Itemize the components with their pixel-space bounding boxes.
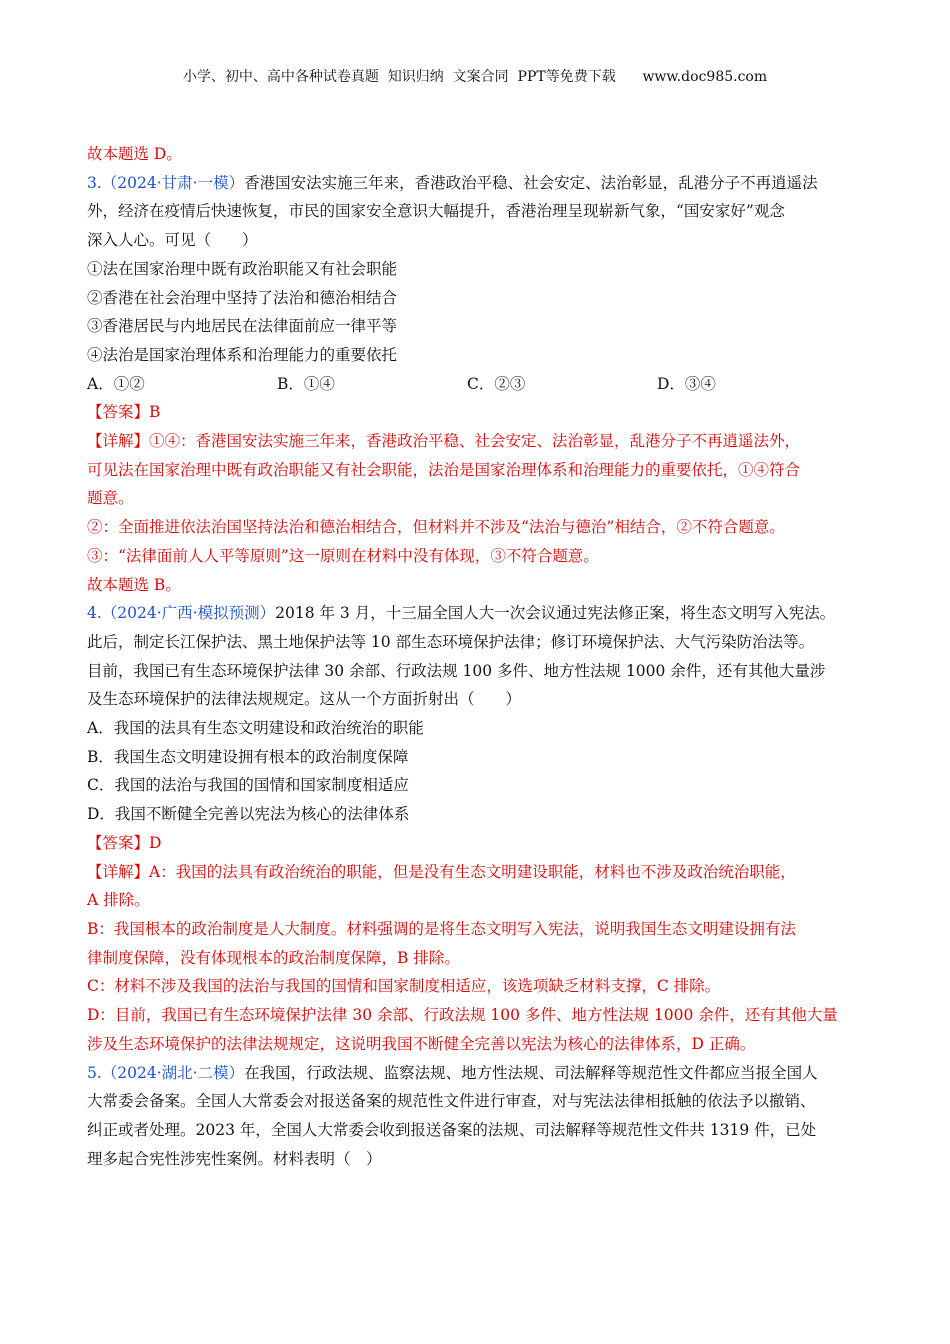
q4-option-d: D．我国不断健全完善以宪法为核心的法律体系	[87, 805, 410, 824]
q3-source: （2024·甘肃·一模）	[101, 173, 245, 192]
q4-detail-line: A 排除。	[87, 891, 150, 910]
q4-stem-line	[87, 599, 877, 628]
q3-stem-line: 深入人心。可见（ ）	[87, 231, 258, 250]
q3-item: ②香港在社会治理中坚持了法治和德治相结合	[87, 288, 398, 307]
q5-stem-text: 在我国，行政法规、监察法规、地方性法规、司法解释等规范性文件都应当报全国人	[244, 1063, 818, 1082]
q3-conclusion: 故本题选 B。	[87, 575, 181, 594]
q4-source: （2024·广西·模拟预测）	[101, 604, 276, 623]
q2-conclusion: 故本题选 D。	[87, 145, 182, 163]
q3-detail-line: ③：“法律面前人人平等原则”这一原则在材料中没有体现，③不符合题意。	[87, 546, 599, 565]
q3-item: ①法在国家治理中既有政治职能又有社会职能	[87, 259, 398, 278]
q5-stem-line	[87, 1059, 877, 1088]
q3-answer: 【答案】B	[87, 403, 161, 422]
q4-option-a: A．我国的法具有生态文明建设和政治统治的职能	[87, 719, 424, 738]
q3-detail-line: ②：全面推进依法治国坚持法治和德治相结合，但材料并不涉及“法治与德治”相结合，②不符合题意。	[87, 518, 785, 537]
q3-number: 3.	[87, 173, 102, 192]
q5-stem-line: 大常委会备案。全国人大常委会对报送备案的规范性文件进行审查，对与宪法法律相抵触的依法予以撤销、	[87, 1092, 816, 1111]
q3-option-a: A．①②	[87, 374, 145, 393]
q4-stem-line: 及生态环境保护的法律法规规定。这从一个方面折射出（ ）	[87, 690, 522, 709]
q3-options	[87, 370, 877, 399]
q5-number: 5.	[87, 1063, 102, 1082]
q5-source: （2024·湖北·二模）	[101, 1063, 245, 1082]
q4-detail-line: 涉及生态环境保护的法律法规规定，这说明我国不断健全完善以宪法为核心的法律体系，D 正确。	[87, 1034, 756, 1053]
q3-option-b: B．①④	[277, 374, 335, 393]
q4-number: 4.	[87, 604, 102, 623]
q4-option-b: B．我国生态文明建设拥有根本的政治制度保障	[87, 747, 409, 766]
q3-item: ④法治是国家治理体系和治理能力的重要依托	[87, 345, 398, 364]
q4-detail-line: D：目前，我国已有生态环境保护法律 30 余部、行政法规 100 多件、地方性法规 1000 余件，还有其他大量	[87, 1006, 838, 1025]
q3-item: ③香港居民与内地居民在法律面前应一律平等	[87, 317, 398, 336]
q3-stem-line: 外，经济在疫情后快速恢复，市民的国家安全意识大幅提升，香港治理呈现崭新气象，“国安家好”观念	[87, 202, 785, 221]
q3-stem-text: 香港国安法实施三年来，香港政治平稳、社会安定、法治彰显，乱港分子不再逍遥法	[244, 173, 818, 192]
q3-detail-line: 题意。	[87, 489, 134, 508]
q5-stem-line: 理多起合宪性涉宪性案例。材料表明（ ）	[87, 1149, 382, 1168]
q4-detail-line: 律制度保障，没有体现根本的政治制度保障，B 排除。	[87, 948, 460, 967]
q4-stem-text: 2018 年 3 月，十三届全国人大一次会议通过宪法修正案，将生态文明写入宪法。	[275, 604, 836, 623]
q4-detail-line: C：材料不涉及我国的法治与我国的国情和国家制度相适应，该选项缺乏材料支撑，C 排除。	[87, 977, 721, 996]
q3-detail-line: 【详解】①④：香港国安法实施三年来，香港政治平稳、社会安定、法治彰显，乱港分子不再逍遥法外，	[87, 432, 801, 451]
q4-stem-line: 目前，我国已有生态环境保护法律 30 余部、行政法规 100 多件、地方性法规 1000 余件，还有其他大量涉	[87, 661, 826, 680]
q4-answer: 【答案】D	[87, 833, 162, 852]
q3-stem-line	[87, 169, 877, 198]
q3-detail-line: 可见法在国家治理中既有政治职能又有社会职能，法治是国家治理体系和治理能力的重要依托，①④符合	[87, 460, 801, 479]
q4-option-c: C．我国的法治与我国的国情和国家制度相适应	[87, 776, 409, 795]
page-header: 小学、初中、高中各种试卷真题 知识归纳 文案合同 PPT等免费下载 www.doc985.com	[182, 69, 768, 85]
q3-option-c: C．②③	[467, 374, 526, 393]
q3-option-d: D．③④	[657, 374, 716, 393]
q4-detail-line: 【详解】A：我国的法具有政治统治的职能，但是没有生态文明建设职能，材料也不涉及政治统治职能，	[87, 862, 796, 881]
q5-stem-line: 纠正或者处理。2023 年，全国人大常委会收到报送备案的法规、司法解释等规范性文件共 1319 件，已处	[87, 1120, 817, 1139]
document-body	[87, 140, 877, 1173]
q4-stem-line: 此后，制定长江保护法、黑土地保护法等 10 部生态环境保护法律；修订环境保护法、大气污染防治法等。	[87, 632, 815, 651]
q4-detail-line: B：我国根本的政治制度是人大制度。材料强调的是将生态文明写入宪法，说明我国生态文明建设拥有法	[87, 919, 796, 938]
